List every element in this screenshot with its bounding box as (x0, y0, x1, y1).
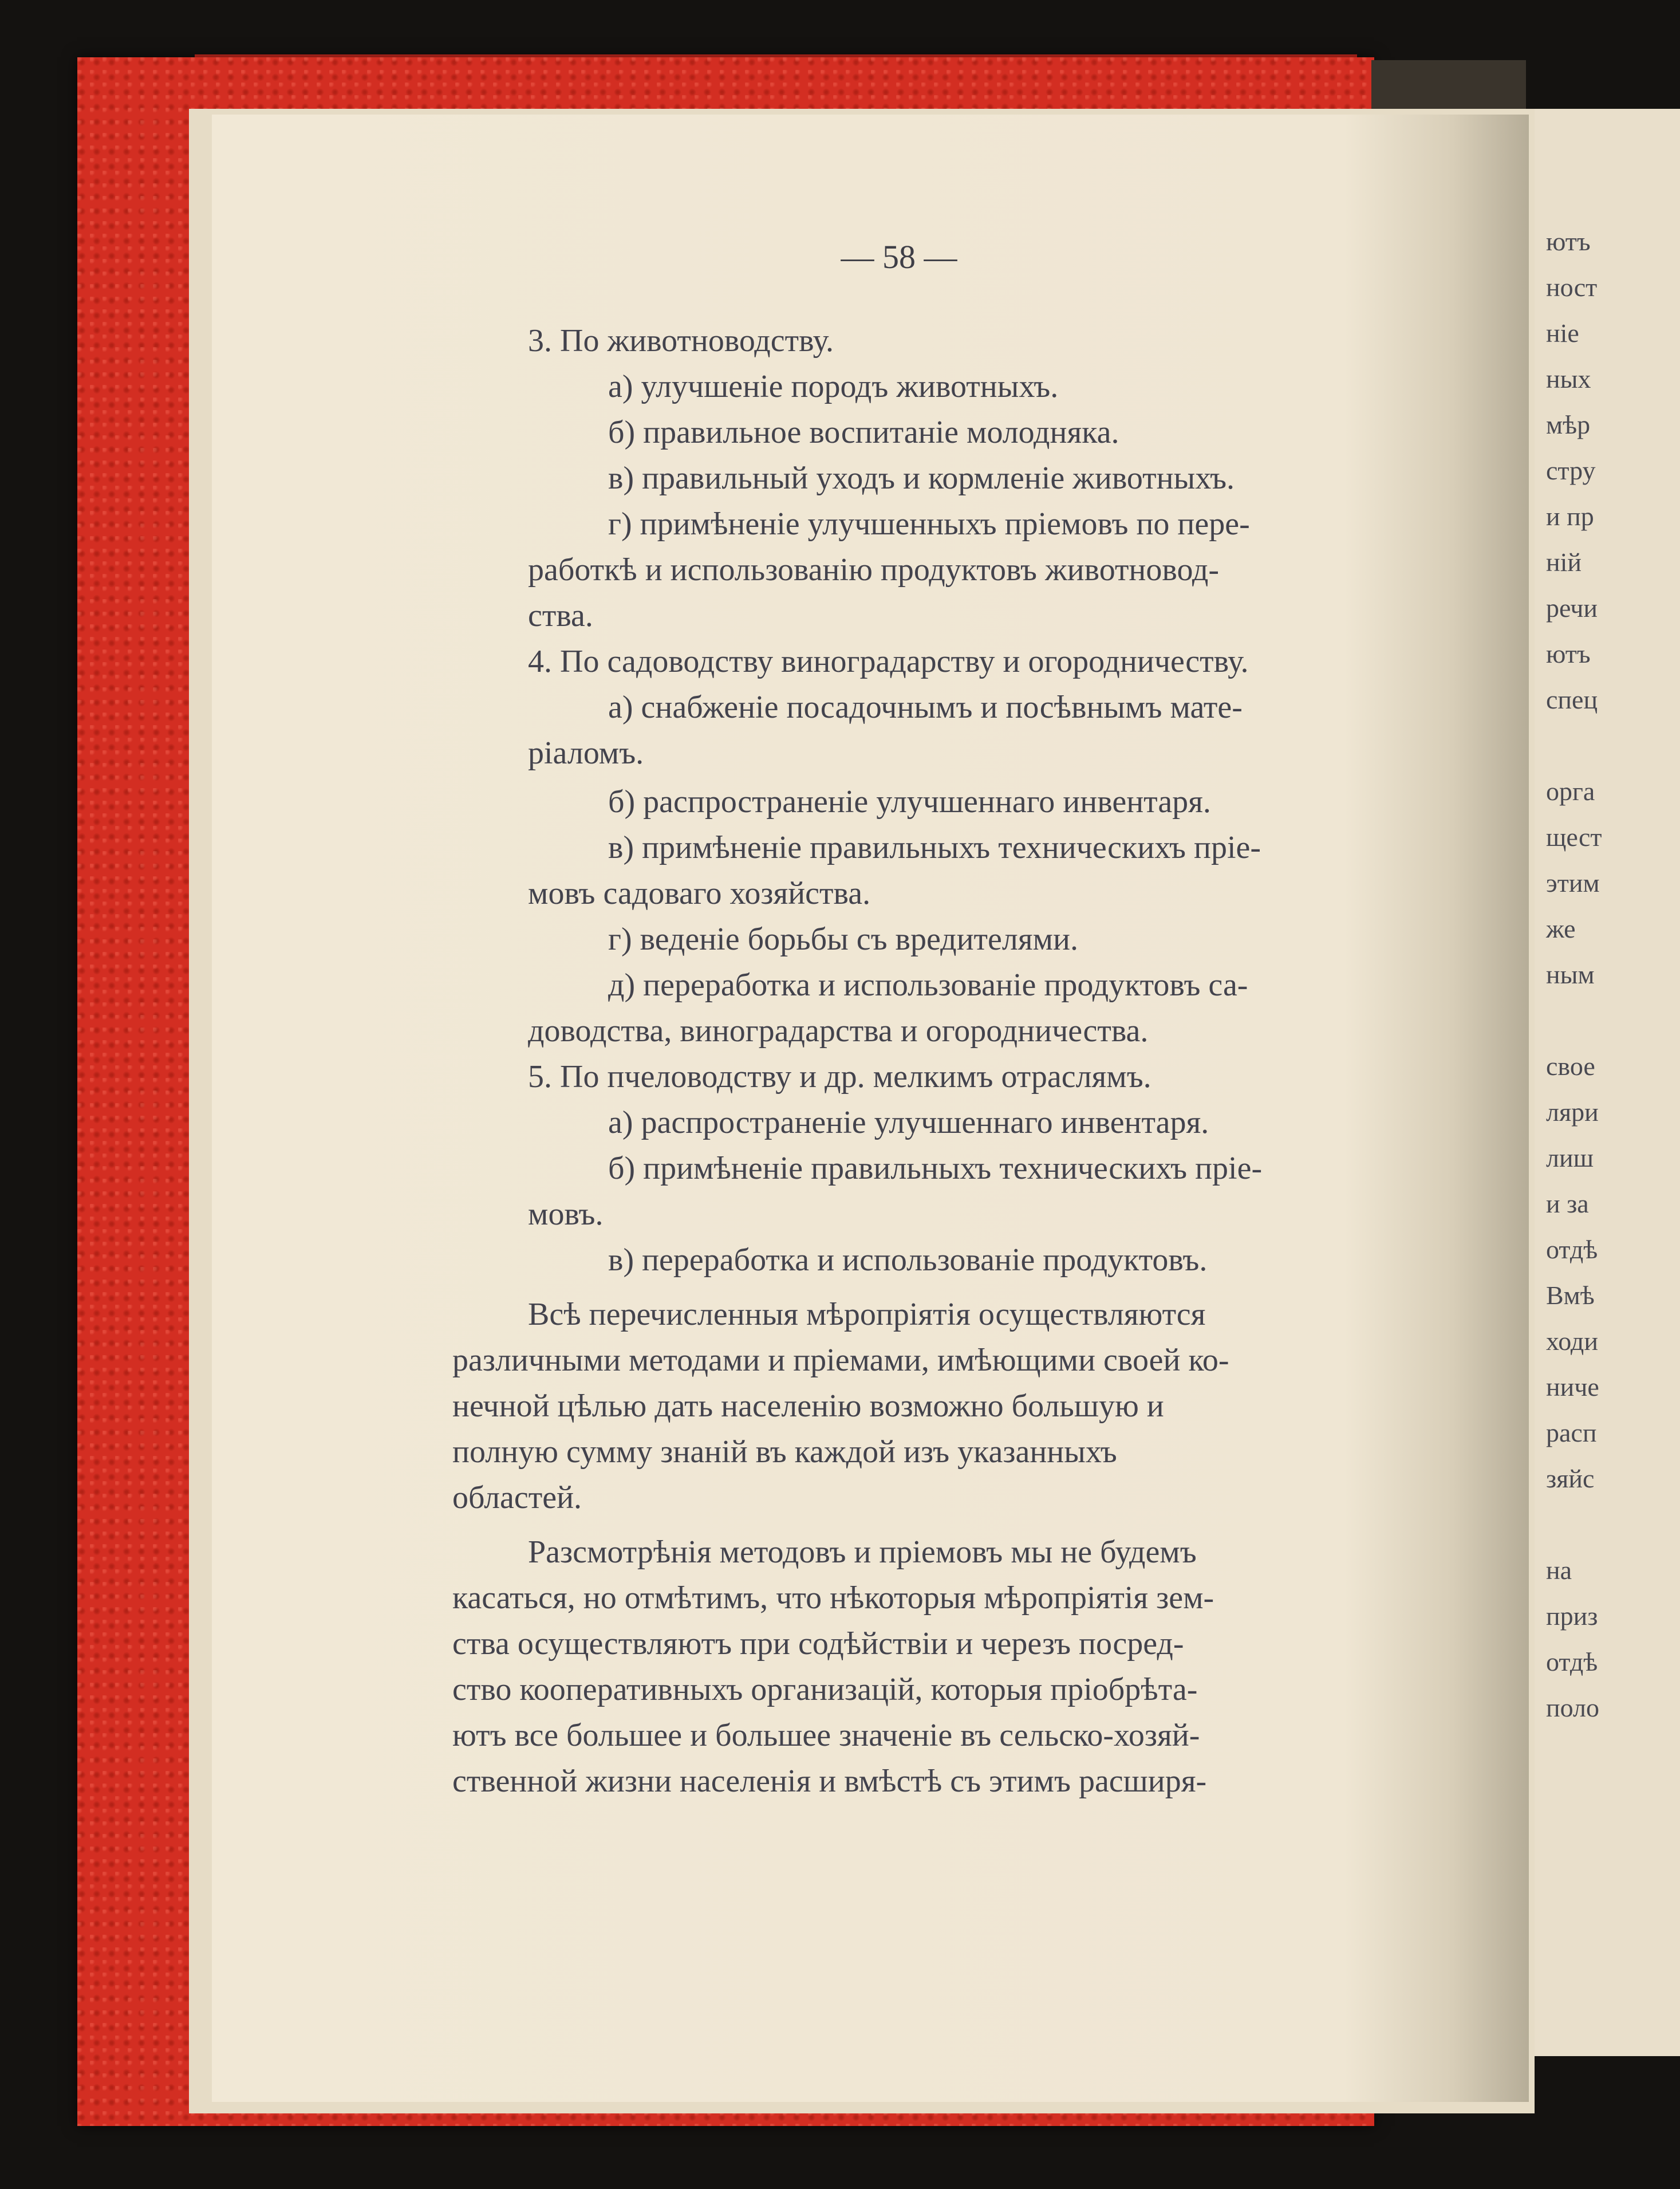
text-line: 4. По садоводству виноградарству и огородничеству. (528, 644, 1249, 679)
text-line: касаться, но отмѣтимъ, что нѣкоторыя мѣропріятія зем- (452, 1580, 1214, 1616)
text-line: работкѣ и использованію продуктовъ животновод- (528, 552, 1219, 588)
facing-page-line: ным (1546, 960, 1595, 989)
text-line: б) распространеніе улучшеннаго инвентаря. (608, 784, 1211, 820)
text-line: Всѣ перечисленныя мѣропріятія осуществляются (528, 1297, 1206, 1332)
text-line: ютъ все большее и большее значеніе въ сельско-хозяй- (452, 1718, 1200, 1753)
text-line: в) переработка и использованіе продуктовъ. (608, 1242, 1208, 1278)
facing-page-line: отдѣ (1546, 1235, 1598, 1264)
facing-page-line: свое (1546, 1052, 1595, 1081)
text-line: доводства, виноградарства и огородничества. (528, 1013, 1149, 1049)
facing-page-line: этим (1546, 868, 1600, 897)
facing-page-line: на (1546, 1556, 1572, 1585)
facing-page-line: зяйс (1546, 1464, 1595, 1493)
text-line: в) правильный уходъ и кормленіе животныхъ. (608, 460, 1235, 496)
facing-page-line: приз (1546, 1601, 1598, 1631)
text-line: различными методами и пріемами, имѣющими своей ко- (452, 1342, 1229, 1378)
text-line: Разсмотрѣнія методовъ и пріемовъ мы не будемъ (528, 1534, 1197, 1570)
facing-page-line: речи (1546, 593, 1598, 623)
text-line: б) примѣненіе правильныхъ техническихъ пріе- (608, 1151, 1263, 1186)
text-line: областей. (452, 1480, 582, 1515)
facing-page-line: ных (1546, 364, 1591, 393)
facing-page-line: спец (1546, 685, 1598, 714)
facing-page-line: отдѣ (1546, 1647, 1598, 1676)
text-line: ственной жизни населенія и вмѣстѣ съ этимъ расширя- (452, 1763, 1207, 1799)
facing-page-line: лиш (1546, 1143, 1594, 1172)
facing-page (1523, 109, 1680, 2056)
facing-page-line: щест (1546, 822, 1602, 852)
text-line: а) улучшеніе породъ животныхъ. (608, 369, 1059, 404)
facing-page-line: ляри (1546, 1097, 1599, 1127)
text-line: 5. По пчеловодству и др. мелкимъ отраслямъ. (528, 1059, 1151, 1094)
text-line: мовъ. (528, 1196, 604, 1232)
text-line: ства. (528, 598, 593, 633)
facing-page-line: ниче (1546, 1372, 1599, 1401)
text-line: в) примѣненіе правильныхъ техническихъ пріе- (608, 830, 1261, 865)
text-line: б) правильное воспитаніе молодняка. (608, 415, 1119, 450)
text-line: ство кооперативныхъ организацій, которыя пріобрѣта- (452, 1672, 1198, 1707)
page-number: — 58 — (841, 238, 957, 275)
facing-page-line: Вмѣ (1546, 1281, 1595, 1310)
facing-page-line: и пр (1546, 502, 1594, 531)
text-line: ства осуществляютъ при содѣйствіи и черезъ посред- (452, 1626, 1184, 1662)
text-line: г) веденіе борьбы съ вредителями. (608, 922, 1078, 957)
text-line: мовъ садоваго хозяйства. (528, 876, 871, 911)
facing-page-line: мѣр (1546, 410, 1591, 439)
text-line: нечной цѣлью дать населенію возможно большую и (452, 1388, 1164, 1424)
facing-page-line: и за (1546, 1189, 1589, 1218)
facing-page-line: расп (1546, 1418, 1597, 1447)
text-line: а) распространеніе улучшеннаго инвентаря. (608, 1105, 1209, 1140)
facing-page-line: ніе (1546, 318, 1579, 348)
facing-page-line: поло (1546, 1693, 1599, 1722)
text-line: полную сумму знаній въ каждой изъ указанныхъ (452, 1434, 1117, 1470)
facing-page-line: же (1546, 914, 1576, 943)
text-line: 3. По животноводству. (528, 323, 834, 359)
facing-page-line: ній (1546, 548, 1582, 577)
facing-page-line: стру (1546, 456, 1596, 485)
facing-page-line: ютъ (1546, 227, 1591, 256)
text-line: д) переработка и использованіе продуктовъ са- (608, 967, 1248, 1003)
facing-page-line: орга (1546, 777, 1595, 806)
facing-page-line: ходи (1546, 1326, 1598, 1356)
facing-page-line: ност (1546, 273, 1598, 302)
text-line: ріаломъ. (528, 735, 644, 771)
text-line: а) снабженіе посадочнымъ и посѣвнымъ мате- (608, 690, 1243, 725)
text-line: г) примѣненіе улучшенныхъ пріемовъ по пере- (608, 506, 1250, 542)
facing-page-line: ютъ (1546, 639, 1591, 668)
